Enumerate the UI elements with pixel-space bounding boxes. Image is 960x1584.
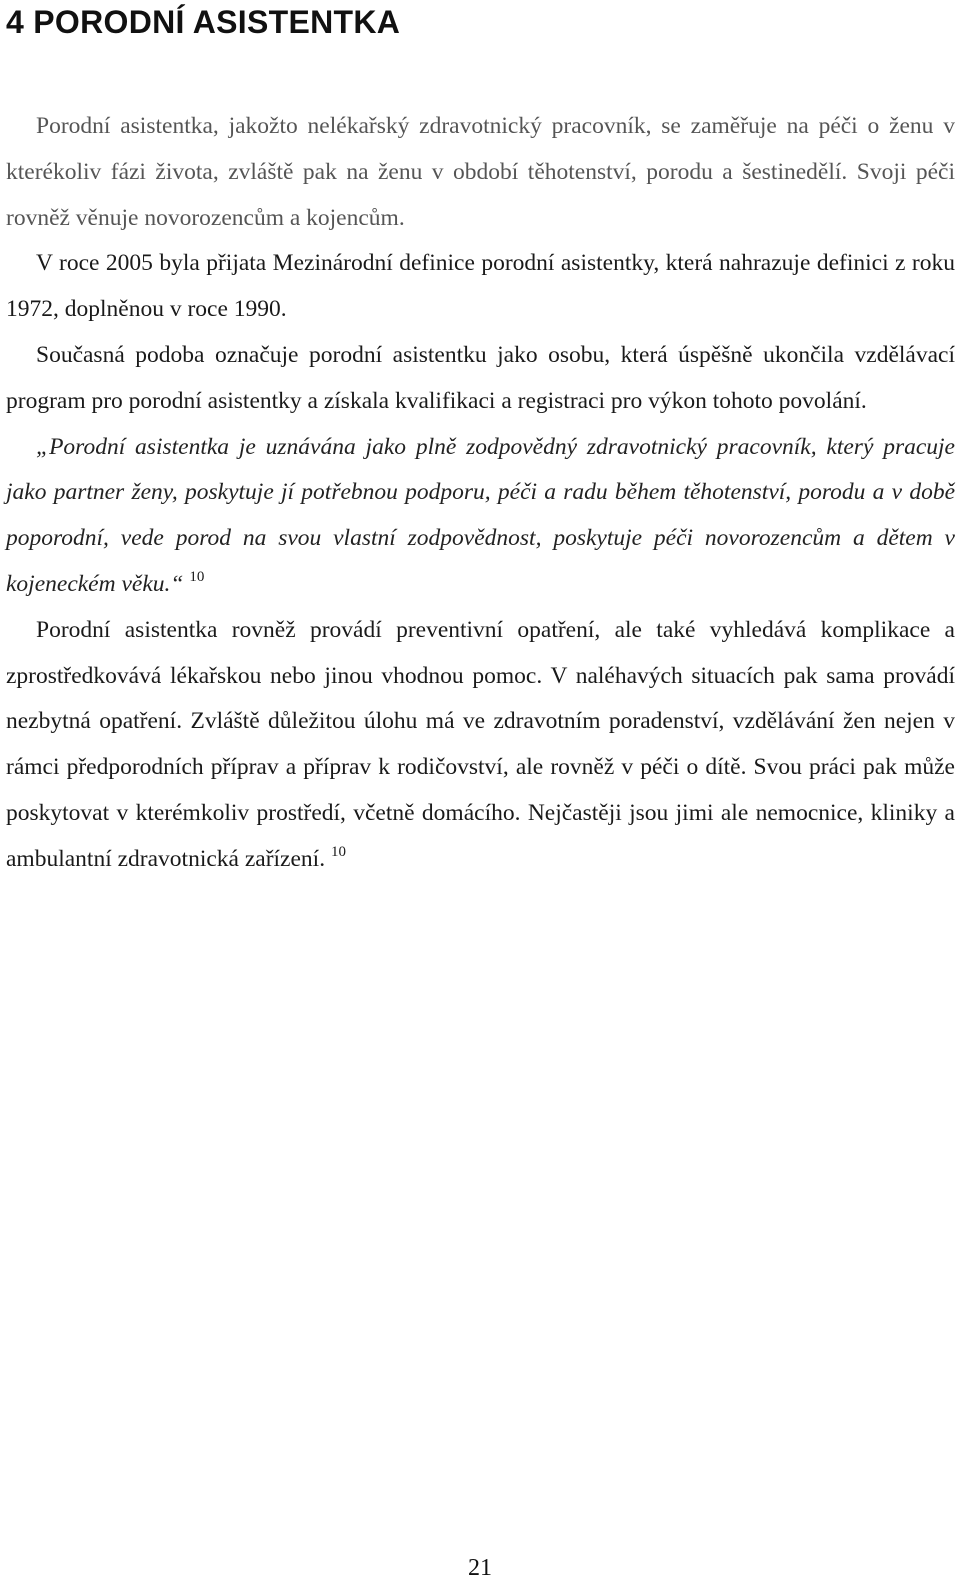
- citation-ref: 10: [189, 568, 205, 585]
- definition-quote: „Porodní asistentka je uznávána jako plně zodpovědný zdravotnický pracovník, který pracuje jako partner ženy, poskytuje jí potřebnou podporu, péči a radu během těhotenství, porodu a v době poporodní, vede porod na svou vlastní zodpovědnost, poskytuje péči novorozencům a dětem v kojeneckém věku.“: [6, 433, 955, 597]
- chapter-body: [6, 104, 955, 883]
- paragraph-duties-text: Porodní asistentka rovněž provádí preventivní opatření, ale také vyhledává komplikace a zprostředkovává lékařskou nebo jinou vhodnou pomoc. V naléhavých situacích pak sama provádí nezbytná opatření. Zvláště důležitou úlohu má ve zdravotním poradenství, vzdělávání žen nejen v rámci předporodních příprav a příprav k rodičovství, ale rovněž v péči o dítě. Svou práci pak může poskytovat v kterémkoliv prostředí, včetně domácího. Nejčastěji jsou jimi ale nemocnice, kliniky a ambulantní zdravotnická zařízení.: [6, 616, 955, 872]
- chapter-heading: 4 PORODNÍ ASISTENTKA: [6, 4, 401, 40]
- paragraph-duties: [6, 608, 955, 883]
- citation-ref: 10: [330, 843, 346, 860]
- page-number: 21: [468, 1555, 492, 1581]
- paragraph-quote: [6, 425, 955, 608]
- paragraph-current-definition: Současná podoba označuje porodní asistentku jako osobu, která úspěšně ukončila vzdělávací program pro porodní asistentky a získala kvalifikaci a registraci pro výkon tohoto povolání.: [6, 341, 955, 414]
- paragraph-definition-history: V roce 2005 byla přijata Mezinárodní definice porodní asistentky, která nahrazuje definici z roku 1972, doplněnou v roce 1990.: [6, 250, 955, 323]
- paragraph-intro: Porodní asistentka, jakožto nelékařský zdravotnický pracovník, se zaměřuje na péči o ženu v kterékoliv fázi života, zvláště pak na ženu v období těhotenství, porodu a šestinedělí. Svoji péči rovněž věnuje novorozencům a kojencům.: [6, 113, 955, 231]
